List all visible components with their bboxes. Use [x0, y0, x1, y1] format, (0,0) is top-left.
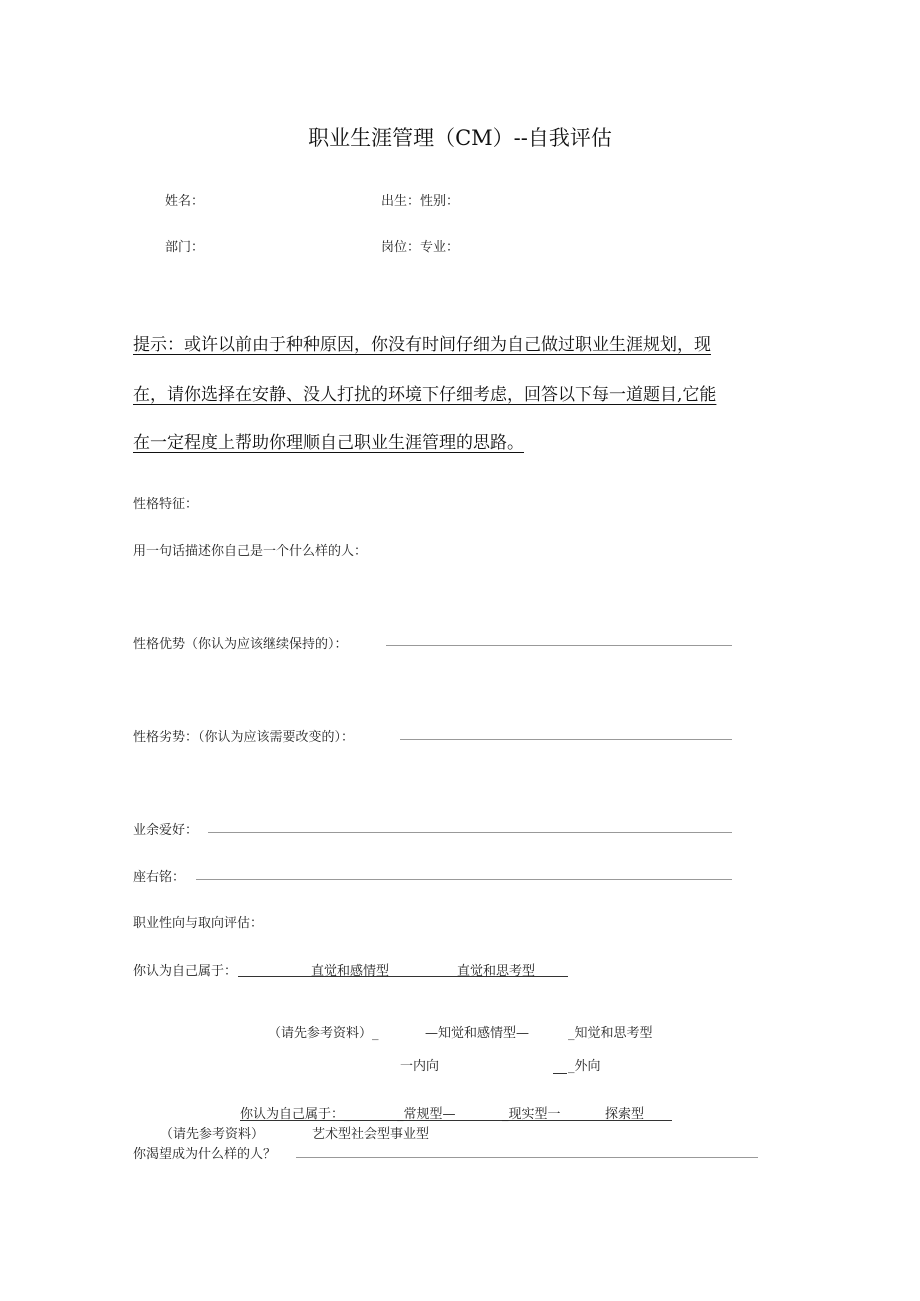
option-investigative[interactable]: 探索型 — [605, 1107, 645, 1122]
motto-label: 座右铭： — [133, 870, 186, 885]
hint-line-2: 在，请你选择在安静、没人打扰的环境下仔细考虑，回答以下每一道题目,它能 — [133, 385, 717, 405]
post-major-label: 岗位：专业： — [381, 240, 460, 255]
option-intuitive-thinking[interactable]: 直觉和思考型 — [457, 964, 536, 979]
hobbies-answer-line[interactable] — [208, 832, 732, 833]
option-extrovert[interactable]: _外向 — [568, 1059, 601, 1074]
option-realistic[interactable]: _现实型一 — [502, 1107, 561, 1122]
option-sensing-thinking[interactable]: _知觉和思考型 — [568, 1026, 653, 1041]
hint-line-3: 在一定程度上帮助你理顺自己职业生涯管理的思路。 — [133, 433, 524, 453]
option-conventional[interactable]: _常规型— — [397, 1107, 456, 1122]
department-label: 部门： — [165, 240, 205, 255]
weaknesses-label: 性格劣势：（你认为应该需要改变的）： — [133, 730, 355, 745]
orientation-heading: 职业性向与取向评估： — [133, 916, 264, 931]
belong-label: 你认为自己属于： — [133, 964, 238, 979]
types-row-2[interactable]: 艺术型社会型事业型 — [312, 1127, 430, 1142]
option-intuitive-feeling[interactable]: 直觉和感情型 — [311, 964, 390, 979]
aspiration-label: 你渴望成为什么样的人？ — [133, 1147, 277, 1162]
birth-gender-label: 出生：性别： — [381, 194, 460, 209]
belong-label-2: 你认为自己属于：_ — [240, 1107, 351, 1122]
reference-note: （请先参考资料）_ — [268, 1026, 379, 1041]
page-title: 职业生涯管理（CM）--自我评估 — [308, 126, 612, 150]
option-sensing-feeling[interactable]: —知觉和感情型— — [425, 1026, 530, 1041]
motto-answer-line[interactable] — [196, 879, 732, 880]
extrovert-blank — [553, 1073, 567, 1074]
strengths-label: 性格优势（你认为应该继续保持的）： — [133, 637, 348, 652]
option-introvert[interactable]: 一内向 — [400, 1059, 440, 1074]
self-description-prompt: 用一句话描述你自己是一个什么样的人： — [133, 544, 368, 559]
aspiration-answer-line[interactable] — [296, 1157, 758, 1158]
strengths-answer-line[interactable] — [386, 645, 732, 646]
hint-line-1: 提示：或许以前由于种种原因，你没有时间仔细为自己做过职业生涯规划，现 — [133, 335, 711, 355]
weaknesses-answer-line[interactable] — [400, 739, 732, 740]
reference-note-2: （请先参考资料） — [160, 1127, 265, 1142]
hobbies-label: 业余爱好： — [133, 823, 199, 838]
name-label: 姓名： — [165, 194, 205, 209]
personality-heading: 性格特征： — [133, 497, 199, 512]
